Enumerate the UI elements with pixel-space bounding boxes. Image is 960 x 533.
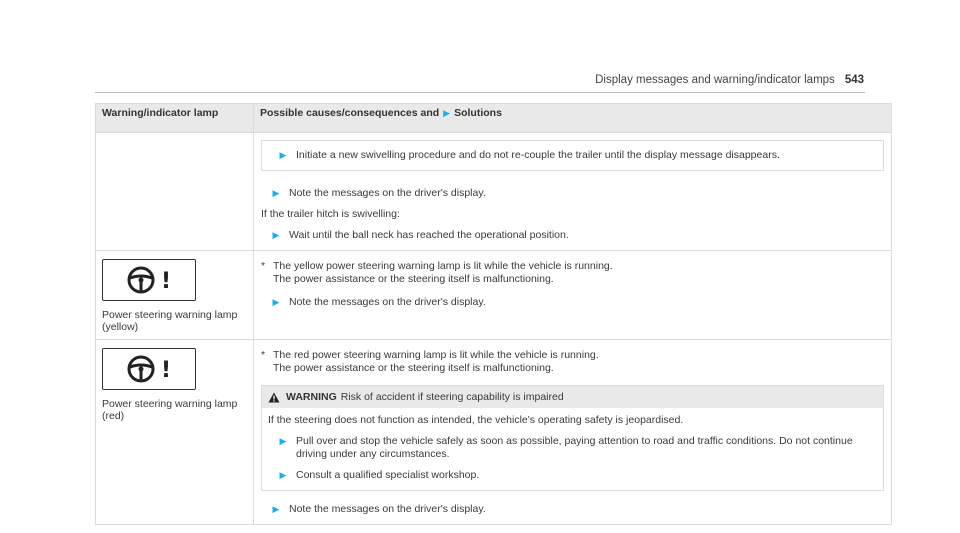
column-header-lamp: Warning/indicator lamp [96, 104, 254, 133]
table-row [96, 133, 892, 251]
boxed-step [261, 140, 884, 171]
step-item [255, 296, 890, 309]
play-triangle-icon: ▶ [272, 230, 280, 240]
step-item [255, 229, 890, 242]
steering-wheel-warning-graphic [123, 264, 175, 296]
step-text: Note the messages on the driver's display. [289, 296, 486, 308]
step-item [268, 435, 877, 461]
lamp-cell [96, 251, 254, 340]
lamp-exclamation: ! [161, 269, 172, 294]
cause-block [255, 341, 890, 375]
play-triangle-icon: ▶ [272, 297, 280, 307]
step-text: Note the messages on the driver's display. [289, 503, 486, 515]
page-header-title: Display messages and warning/indicator lamps [595, 74, 835, 86]
warning-text: If the steering does not function as intended, the vehicle's operating safety is jeopardised. [268, 414, 684, 426]
play-triangle-icon: ▶ [443, 108, 451, 118]
warning-header [262, 386, 883, 408]
lamp-exclamation: ! [161, 358, 172, 383]
cause-text: The yellow power steering warning lamp is lit while the vehicle is running. [273, 260, 613, 272]
step-text: Note the messages on the driver's display. [289, 187, 486, 199]
step-item [268, 149, 877, 162]
lamp-label: Power steering warning lamp (yellow) [102, 309, 238, 333]
consequence-text: The power assistance or the steering itself is malfunctioning. [273, 362, 554, 374]
cause-text: The red power steering warning lamp is lit while the vehicle is running. [273, 349, 599, 361]
page-number: 543 [844, 74, 864, 86]
play-triangle-icon: ▶ [279, 150, 287, 160]
table-header-row [96, 104, 892, 133]
step-item [255, 503, 890, 516]
step-item [268, 469, 877, 482]
table-row [96, 251, 892, 340]
warning-title: WARNING [286, 390, 337, 403]
cause-text-block [273, 260, 613, 286]
step-text: Initiate a new swivelling procedure and do not re-couple the trailer until the display message disappears. [296, 149, 780, 161]
solution-cell [254, 133, 892, 251]
lamp-cell [96, 340, 254, 525]
step-text: Wait until the ball neck has reached the operational position. [289, 229, 569, 241]
cause-text-block [273, 349, 599, 375]
star-marker: * [261, 349, 266, 361]
steering-wheel-warning-icon [102, 348, 196, 390]
table-row [96, 340, 892, 525]
step-text: Pull over and stop the vehicle safely as soon as possible, paying attention to road and traffic conditions. Do not continue driving under any circumstances. [296, 435, 853, 460]
warning-box [261, 385, 884, 491]
step-text: Consult a qualified specialist workshop. [296, 469, 480, 481]
column-header-solutions-label: Solutions [454, 107, 502, 119]
play-triangle-icon: ▶ [272, 504, 280, 514]
column-header-causes [254, 104, 892, 133]
cause-block [255, 252, 890, 286]
play-triangle-icon: ▶ [279, 436, 287, 446]
lamp-label: Power steering warning lamp (red) [102, 398, 238, 422]
warning-subject: Risk of accident if steering capability is impaired [340, 390, 564, 403]
warning-lamp-table [95, 103, 892, 525]
star-marker: * [261, 260, 266, 272]
play-triangle-icon: ▶ [272, 188, 280, 198]
column-header-causes-label: Possible causes/consequences and [260, 107, 440, 119]
warning-triangle-icon [268, 392, 280, 403]
page-header [595, 74, 864, 87]
step-item [255, 187, 890, 200]
solution-cell [254, 340, 892, 525]
steering-wheel-warning-icon [102, 259, 196, 301]
condition-text: If the trailer hitch is swivelling: [261, 208, 400, 220]
solution-cell [254, 251, 892, 340]
consequence-text: The power assistance or the steering itself is malfunctioning. [273, 273, 554, 285]
header-divider [95, 92, 865, 93]
lamp-cell-empty [96, 133, 254, 251]
play-triangle-icon: ▶ [279, 470, 287, 480]
steering-wheel-warning-graphic [123, 353, 175, 385]
warning-body [262, 408, 883, 490]
